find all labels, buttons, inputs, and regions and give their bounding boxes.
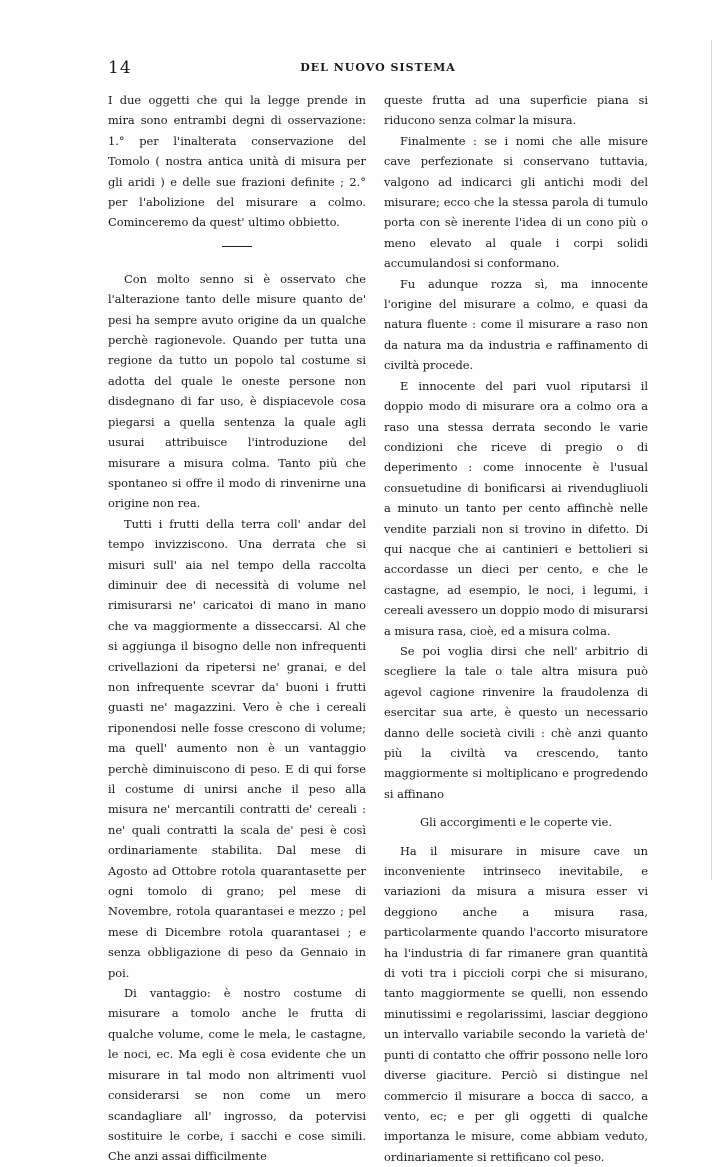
paragraph-innocent-origin: Fu adunque rozza sì, ma innocente l'origine del misurare a colmo, e quasi da natura fluente : come il misurare a raso non da natura ma da industria e raffinamento di civiltà procede. <box>384 276 648 373</box>
paragraph-finalmente: Finalmente : se i nomi che alle misure cave perfezionate si conservano tuttavia, valgono ad indicarci gli antichi modi del misurare; ecco che la stessa parola di tumulo porta con sè inerente l'idea di un cono più o meno elevato al quale i corpi solidi accumulandosi si conformano. <box>384 133 648 271</box>
paragraph-continuation: queste frutta ad una superficie piana si riducono senza colmar la misura. <box>384 93 648 128</box>
paragraph-origin-of-heaped-measure: Con molto senno si è osservato che l'alterazione tanto delle misure quanto de' pesi ha sempre avuto origine da un qualche perchè ragionevole. Quando per tutta una regione da tutto un popolo tal costume si adotta del quale le oneste persone non disdegnano di far uso, è dispiacevole cosa piegarsi a quella sentenza la quale agli usurai attribuisce l'introduzione del misurare a misura colma. Tanto più che spontaneo si offre il modo di rinvenirne una origine non rea. <box>108 271 366 511</box>
paragraph-fraud: Se poi voglia dirsi che nell' arbitrio di scegliere la tale o tale altra misura può agevol cagione rinvenire la fraudolenza di esercitar sua arte, è questo un necessario danno delle società civili : chè anzi quanto più la civiltà va crescendo, tanto maggiormente si moltiplicano e progredendo si affinano <box>384 643 648 801</box>
section-heading: Gli accorgimenti e le coperte vie. <box>420 815 612 830</box>
opening-paragraph: I due oggetti che qui la legge prende in mira sono entrambi degni di osservazione: 1.° per l'inalterata conservazione del Tomolo ( nostra antica unità di misura per gli aridi ) e delle sue frazioni definite ; 2.° per l'abolizione del misurare a colmo. Cominceremo da quest' ultimo obbietto. <box>108 93 366 230</box>
paragraph-fruits-shrink: Tutti i frutti della terra coll' andar del tempo invizziscono. Una derrata che si misuri sull' aia nel tempo della raccolta diminuir dee di necessità di volume nel rimisurarsi ne' caricatoi di mano in mano che va maggiormente a disseccarsi. Al che si aggiunga il bisogno delle non infrequenti crivellazioni da ripetersi ne' granai, e del non infrequente scevrar da' buoni i frutti guasti ne' magazzini. Vero è che i cereali riponendosi nelle fosse crescono di volume; ma quell' aumento non è un vantaggio perchè diminuiscono di peso. E di qui forse il costume di unirsi anche il peso alla misura ne' mercantili contratti de' cereali : ne' quali contratti la scala de' pesi è così ordinariamente stabilita. Dal mese di Agosto ad Ottobre rotola quarantasette per ogni tomolo di grano; pel mese di Novembre, rotola quarantasei e mezzo ; pel mese di Dicembre rotola quarantasei ; e senza obbligazione di peso da Gennaio in poi. <box>108 516 366 980</box>
page-edge-line <box>711 40 712 880</box>
right-column <box>384 90 648 1167</box>
paragraph-measuring-fruits: Di vantaggio: è nostro costume di misurare a tomolo anche le frutta di qualche volume, come le mela, le castagne, le noci, ec. Ma egli è cosa evidente che un misurare in tal modo non altrimenti vuol considerarsi se non come un mero scandagliare all' ingrosso, da potervisi sostituire le corbe, i sacchi e cose simili. Che anzi assai difficilmente <box>108 986 366 1164</box>
running-title: DEL NUOVO SISTEMA <box>300 61 456 74</box>
page-header <box>108 58 648 78</box>
paragraph-double-measure: E innocente del pari vuol riputarsi il doppio modo di misurare ora a colmo ora a raso una stessa derrata secondo le varie condizioni che riceve di pregio o di deperimento : come innocente è l'usual consuetudine di bonificarsi ai rivendugliuoli a minuto un tanto per cento affinchè nelle vendite parziali non si trovino in difetto. Di qui nacque che ai cantinieri e bettolieri si accordasse un dieci per cento, e che le castagne, ad esempio, le noci, i legumi, i cereali avessero un doppio modo di misurarsi a misura rasa, cioè, ed a misura colma. <box>384 378 648 638</box>
section-divider <box>222 246 252 247</box>
left-column <box>108 90 366 1167</box>
page-number: 14 <box>108 58 132 78</box>
paragraph-hollow-measures: Ha il misurare in misure cave un inconveniente intrinseco inevitabile, e variazioni da misura a misura esser vi deggiono anche a misura rasa, particolarmente quando l'accorto misuratore ha l'industria di far rimanere gran quantità di voti tra i piccioli corpi che si misurano, tanto maggiormente se quelli, non essendo minutissimi e regolarissimi, lasciar deggiono un intervallo variabile secondo la varietà de' punti di contatto che offrir possono nelle loro diverse giaciture. Perciò si distingue nel commercio il misurare a bocca di sacco, a vento, ec; e per gli oggetti di qualche importanza le misure, come abbiam veduto, ordinariamente si rettificano col peso. <box>384 843 648 1164</box>
